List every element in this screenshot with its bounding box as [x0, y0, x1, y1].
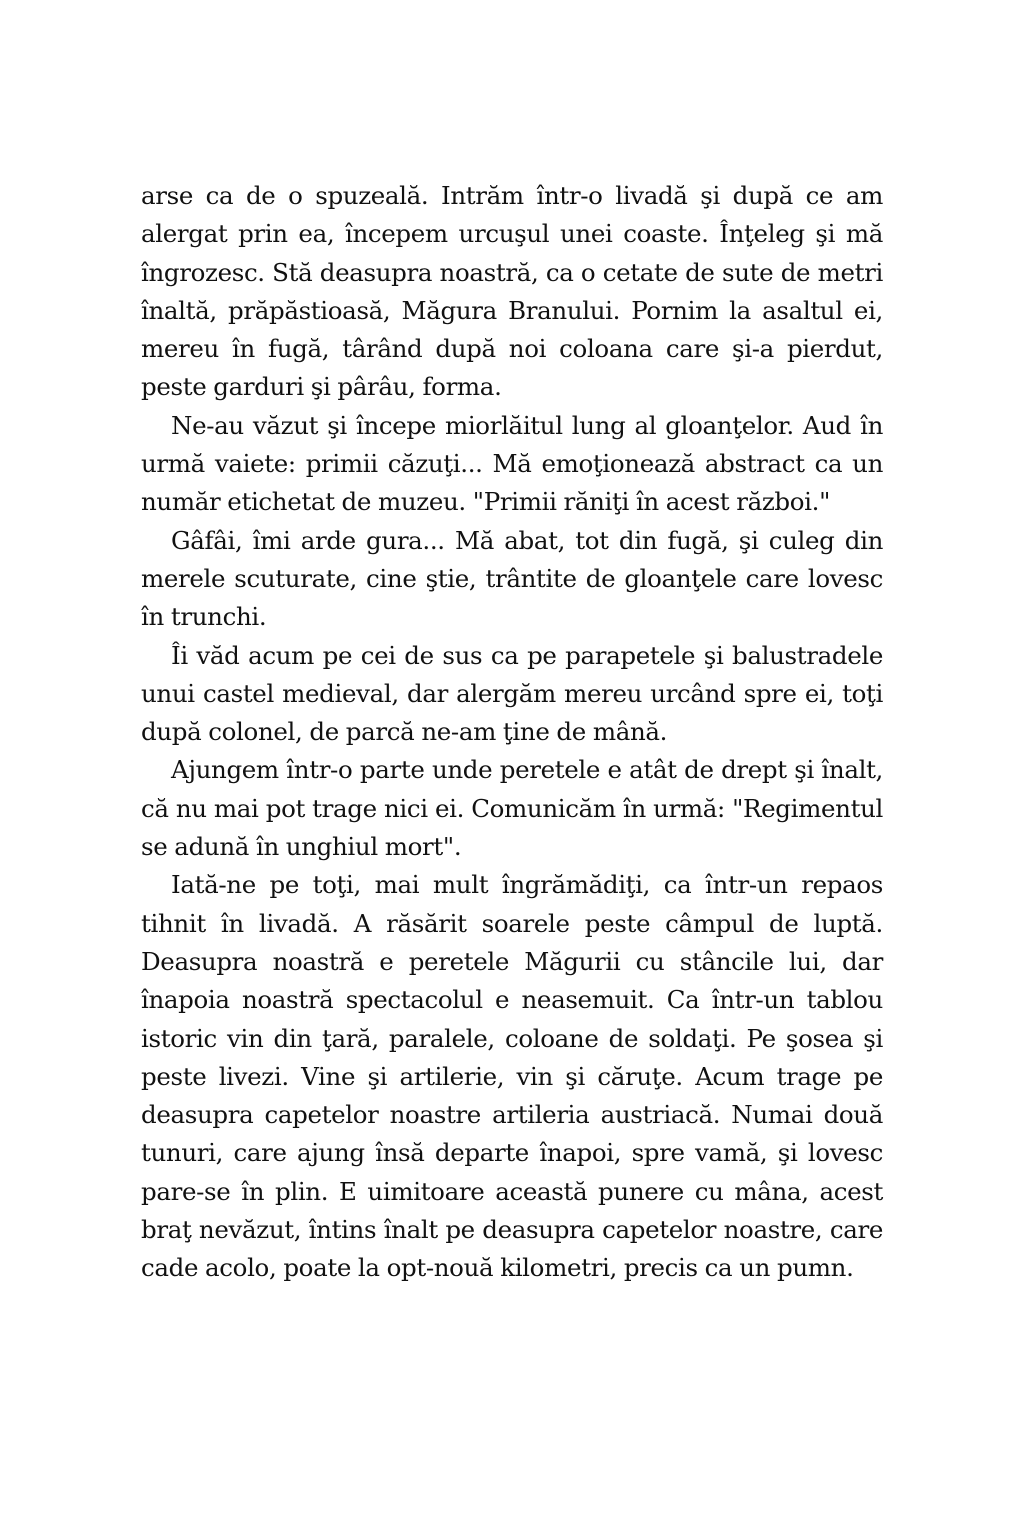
paragraph-3: Gâfâi, îmi arde gura... Mă abat, tot din fugă, şi culeg din merele scuturate, cine ştie, trântite de gloanţele care lovesc în trunchi.	[141, 525, 883, 632]
page-text	[141, 177, 883, 1288]
paragraph-2: Ne-au văzut şi începe miorlăitul lung al gloanţelor. Aud în urmă vaiete: primii căzuţi... Mă emoţionează abstract ca un număr etichetat de muzeu. "Primii răniţi în acest război."	[141, 410, 883, 517]
paragraph-4: Îi văd acum pe cei de sus ca pe parapetele şi balustradele unui castel medieval, dar alergăm mereu urcând spre ei, toţi după colonel, de parcă ne-am ţine de mână.	[141, 640, 883, 747]
paragraph-6: Iată-ne pe toţi, mai mult îngrămădiţi, ca într-un repaos tihnit în livadă. A răsărit soarele peste câmpul de luptă. Deasupra noastră e peretele Măgurii cu stâncile lui, dar înapoia noastră spectacolul e neasemuit. Ca într-un tablou istoric vin din ţară, paralele, coloane de soldaţi. Pe şosea şi peste livezi. Vine şi artilerie, vin şi căruţe. Acum trage pe deasupra capetelor noastre artileria austriacă. Numai două tunuri, care ajung însă departe înapoi, spre vamă, şi lovesc pare-se în plin. E uimitoare această punere cu mâna, acest braţ nevăzut, întins înalt pe deasupra capetelor noastre, care cade acolo, poate la opt-nouă kilometri, precis ca un pumn.	[141, 870, 883, 1283]
paragraph-5: Ajungem într-o parte unde peretele e atât de drept şi înalt, că nu mai pot trage nici ei. Comunicăm în urmă: "Regimentul se adună în unghiul mort".	[141, 755, 883, 862]
paragraph-1: arse ca de o spuzeală. Intrăm într-o livadă şi după ce am alergat prin ea, începem urcuşul unei coaste. Înţeleg şi mă îngrozesc. Stă deasupra noastră, ca o cetate de sute de metri înaltă, prăpăstioasă, Măgura Branului. Pornim la asaltul ei, mereu în fugă, târând după noi coloana care şi-a pierdut, peste garduri şi pârâu, forma.	[141, 181, 883, 402]
